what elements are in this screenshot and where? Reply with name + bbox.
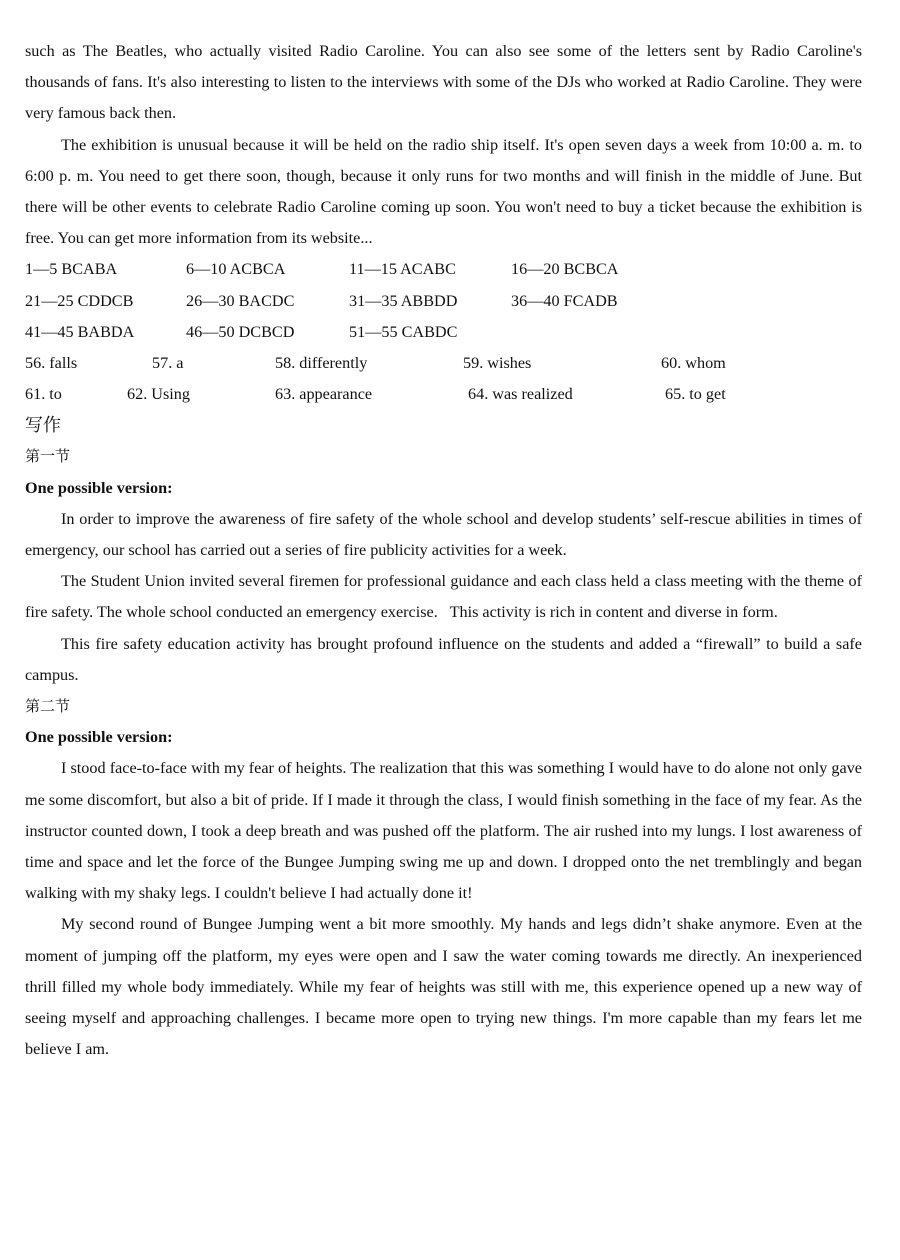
answer-row <box>25 286 862 317</box>
answer-group: 21—25 CDDCB <box>25 291 134 310</box>
answer-row <box>25 254 862 285</box>
answer-item: 56. falls <box>25 353 78 372</box>
answer-group: 26—30 BACDC <box>186 291 295 310</box>
essay-paragraph: In order to improve the awareness of fire safety of the whole school and develop students’ self-rescue abilities in times of emergency, our school has carried out a series of fire publicity activities for a week. <box>25 509 862 559</box>
essay-paragraph: This fire safety education activity has brought profound influence on the students and added a “firewall” to build a safe campus. <box>25 634 862 684</box>
answer-group: 41—45 BABDA <box>25 322 135 341</box>
answer-item: 59. wishes <box>463 353 532 372</box>
answer-row <box>25 348 862 379</box>
answer-item: 57. a <box>152 353 184 372</box>
answer-item: 62. Using <box>127 385 190 404</box>
subsection-label: 第二节 <box>25 696 71 715</box>
answer-item: 58. differently <box>275 353 368 372</box>
answer-group: 36—40 FCADB <box>511 291 618 310</box>
answer-item: 61. to <box>25 385 62 404</box>
essay-paragraph: I stood face-to-face with my fear of heights. The realization that this was something I would have to do alone not only gave me some discomfort, but also a bit of pride. If I made it through the class, I would finish something in the face of my fear. As the instructor counted down, I took a deep breath and was pushed off the platform. The air rushed into my lungs. I lost awareness of time and space and let the force of the Bungee Jumping swing me up and down. I dropped onto the net tremblingly and began walking with my shaky legs. I couldn't believe I had actually done it! <box>25 759 862 903</box>
answer-row <box>25 379 862 410</box>
answer-row <box>25 317 862 348</box>
answer-key <box>25 254 862 410</box>
essay-paragraph: The Student Union invited several firemen for professional guidance and each class held a class meeting with the theme of fire safety. The whole school conducted an emergency exercise. This activity is rich in content and diverse in form. <box>25 572 867 622</box>
document-page <box>25 36 867 1065</box>
reading-paragraph: The exhibition is unusual because it will be held on the radio ship itself. It's open seven days a week from 10:00 a. m. to 6:00 p. m. You need to get there soon, though, because it only runs for two months and will finish in the middle of June. But there will be other events to celebrate Radio Caroline coming up soon. You won't need to buy a ticket because the exhibition is free. You can get more information from its website... <box>25 135 862 248</box>
essay-paragraph: My second round of Bungee Jumping went a bit more smoothly. My hands and legs didn’t shake anymore. Even at the moment of jumping off the platform, my eyes were open and I saw the water coming towards me directly. An inexperienced thrill filled my whole body immediately. While my fear of heights was still with me, this experience opened up a new way of seeing myself and approaching challenges. I became more open to trying new things. I'm more capable than my fears let me believe I am. <box>25 915 862 1059</box>
answer-group: 46—50 DCBCD <box>186 322 295 341</box>
answer-item: 60. whom <box>661 353 726 372</box>
answer-group: 51—55 CABDC <box>349 322 458 341</box>
version-label: One possible version: <box>25 728 173 747</box>
answer-item: 63. appearance <box>275 385 373 404</box>
answer-group: 31—35 ABBDD <box>349 291 458 310</box>
answer-group: 1—5 BCABA <box>25 260 118 279</box>
answer-group: 6—10 ACBCA <box>186 260 286 279</box>
version-label: One possible version: <box>25 478 173 497</box>
answer-group: 11—15 ACABC <box>349 260 456 279</box>
answer-item: 64. was realized <box>468 385 573 404</box>
reading-paragraph: such as The Beatles, who actually visited Radio Caroline. You can also see some of the letters sent by Radio Caroline's thousands of fans. It's also interesting to listen to the interviews with some of the DJs who worked at Radio Caroline. They were very famous back then. <box>25 42 862 123</box>
answer-group: 16—20 BCBCA <box>511 260 619 279</box>
subsection-label: 第一节 <box>25 447 71 466</box>
answer-item: 65. to get <box>665 385 726 404</box>
section-heading: 写作 <box>25 415 61 437</box>
